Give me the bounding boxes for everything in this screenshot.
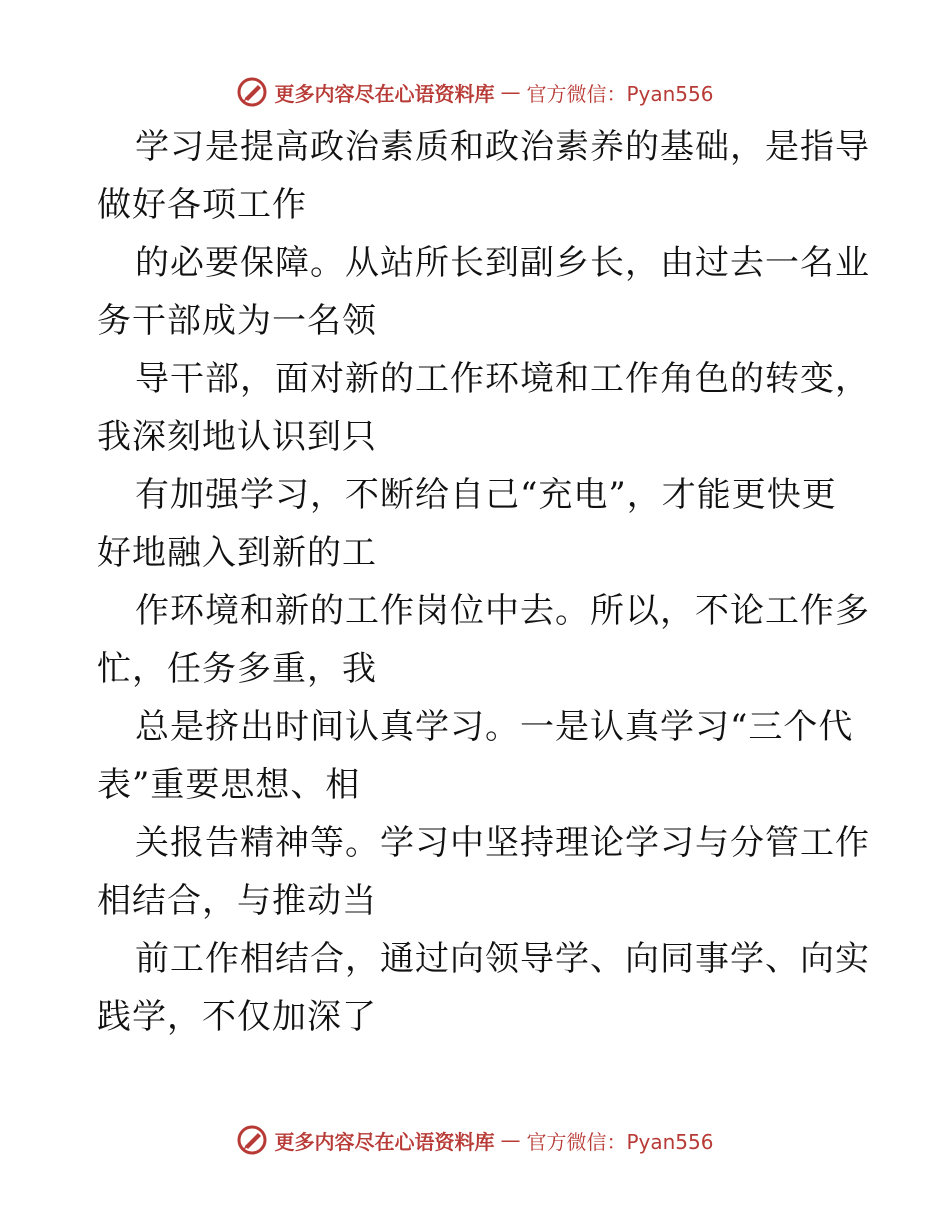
paragraph-7 [97,814,870,930]
paragraph-2 [97,234,870,350]
paragraph-6 [97,698,857,814]
paragraph-line: 务干部成为一名领 [97,301,377,341]
watermark-dash: — [500,80,521,104]
paragraph-line: 学习是提高政治素质和政治素养的基础，是指导 [135,127,870,167]
footer-watermark [0,1120,950,1160]
paragraph-3 [97,350,870,466]
paragraph-line: 做好各项工作 [97,185,307,225]
watermark-contact: 官方微信：Pyan556 [526,81,714,106]
paragraph-line: 表”重要思想、相 [97,765,361,805]
quill-seal-icon [236,1124,268,1156]
watermark-site-text: 更多内容尽在心语资料库 [274,1129,495,1154]
paragraph-line: 的必要保障。从站所长到副乡长，由过去一名业 [135,243,870,283]
paragraph-line: 总是挤出时间认真学习。一是认真学习“三个代 [135,707,854,747]
paragraph-line: 前工作相结合，通过向领导学、向同事学、向实 [135,939,870,979]
paragraph-8 [97,930,870,1046]
paragraph-line: 关报告精神等。学习中坚持理论学习与分管工作 [135,823,870,863]
watermark-dash: — [500,1128,521,1152]
paragraph-line: 相结合，与推动当 [97,881,377,921]
paragraph-line: 作环境和新的工作岗位中去。所以，不论工作多 [135,591,870,631]
paragraph-line: 有加强学习，不断给自己“充电”，才能更快更 [135,475,837,515]
paragraph-line: 忙，任务多重，我 [97,649,377,689]
document-body [97,118,870,1046]
watermark-contact: 官方微信：Pyan556 [526,1129,714,1154]
quill-seal-icon [236,76,268,108]
paragraph-5 [97,582,870,698]
watermark-site-text: 更多内容尽在心语资料库 [274,81,495,106]
paragraph-4 [97,466,857,582]
paragraph-1 [97,118,870,234]
paragraph-line: 好地融入到新的工 [97,533,377,573]
paragraph-line: 践学，不仅加深了 [97,997,377,1037]
header-watermark [0,72,950,112]
paragraph-line: 我深刻地认识到只 [97,417,377,457]
paragraph-line: 导干部，面对新的工作环境和工作角色的转变， [135,359,870,399]
